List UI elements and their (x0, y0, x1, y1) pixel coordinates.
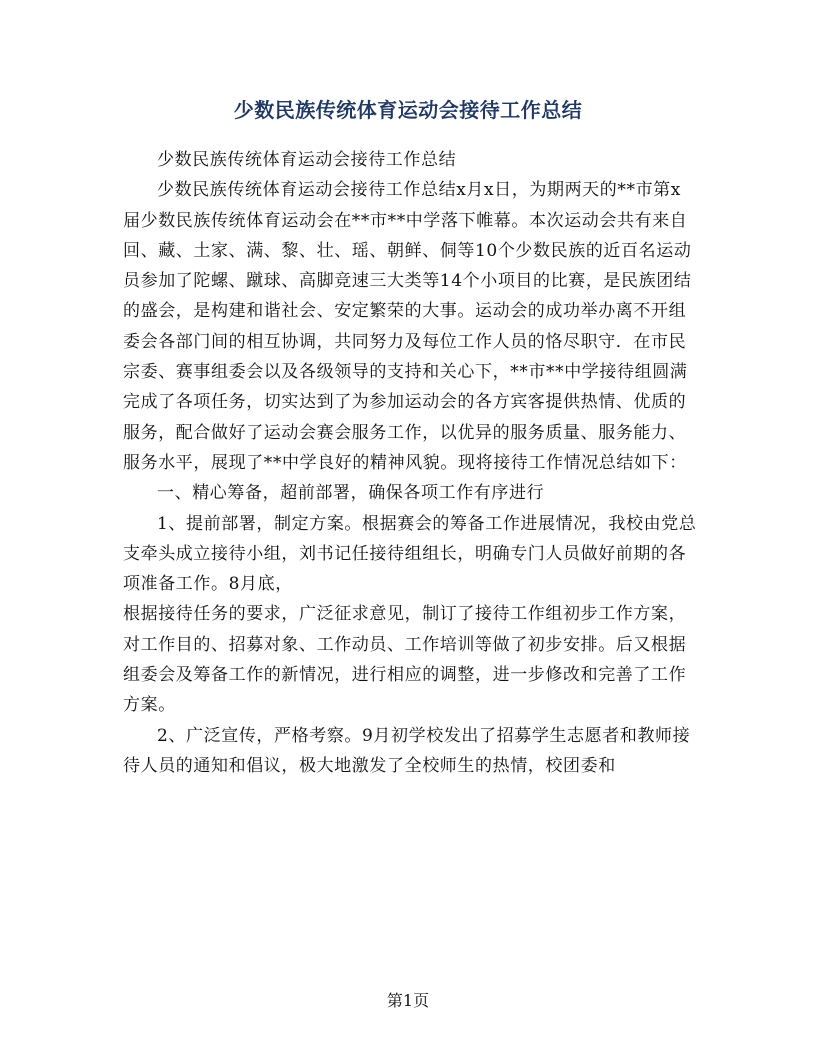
body-paragraph: 1、提前部署，制定方案。根据赛会的筹备工作进展情况，我校由党总支牵头成立接待小组，刘书记任接待组组长，明确专门人员做好前期的各项准备工作。8月底， (123, 513, 697, 595)
page-number: 第1页 (386, 991, 430, 1010)
body-paragraph: 少数民族传统体育运动会接待工作总结 (157, 150, 457, 170)
body-paragraph: 少数民族传统体育运动会接待工作总结x月x日，为期两天的**市第x届少数民族传统体育运动会在**市**中学落下帷幕。本次运动会共有来自回、藏、土家、满、黎、壮、瑶、朝鲜、侗等10个少数民族的近百名运动员参加了陀螺、蹴球、高脚竞速三大类等14个小项目的比赛，是民族团结的盛会，是构建和谐社会、安定繁荣的大事。运动会的成功举办离不开组委会各部门间的相互协调，共同努力及每位工作人员的恪尽职守．在市民宗委、赛事组委会以及各级领导的支持和关心下，**市**中学接待组圆满完成了各项任务，切实达到了为参加运动会的各方宾客提供热情、优质的服务，配合做好了运动会赛会服务工作，以优异的服务质量、服务能力、服务水平，展现了**中学良好的精神风貌。现将接待工作情况总结如下： (123, 180, 692, 473)
document-title: 少数民族传统体育运动会接待工作总结 (233, 98, 583, 122)
document-body (123, 145, 697, 781)
body-paragraph: 根据接待任务的要求，广泛征求意见，制订了接待工作组初步工作方案，对工作目的、招募对象、工作动员、工作培训等做了初步安排。后又根据组委会及筹备工作的新情况，进行相应的调整，进一步修改和完善了工作方案。 (123, 604, 687, 716)
body-paragraph: 2、广泛宣传，严格考察。9月初学校发出了招募学生志愿者和教师接待人员的通知和倡议，极大地激发了全校师生的热情，校团委和 (123, 725, 691, 776)
section-heading: 一、精心筹备，超前部署，确保各项工作有序进行 (157, 483, 545, 504)
